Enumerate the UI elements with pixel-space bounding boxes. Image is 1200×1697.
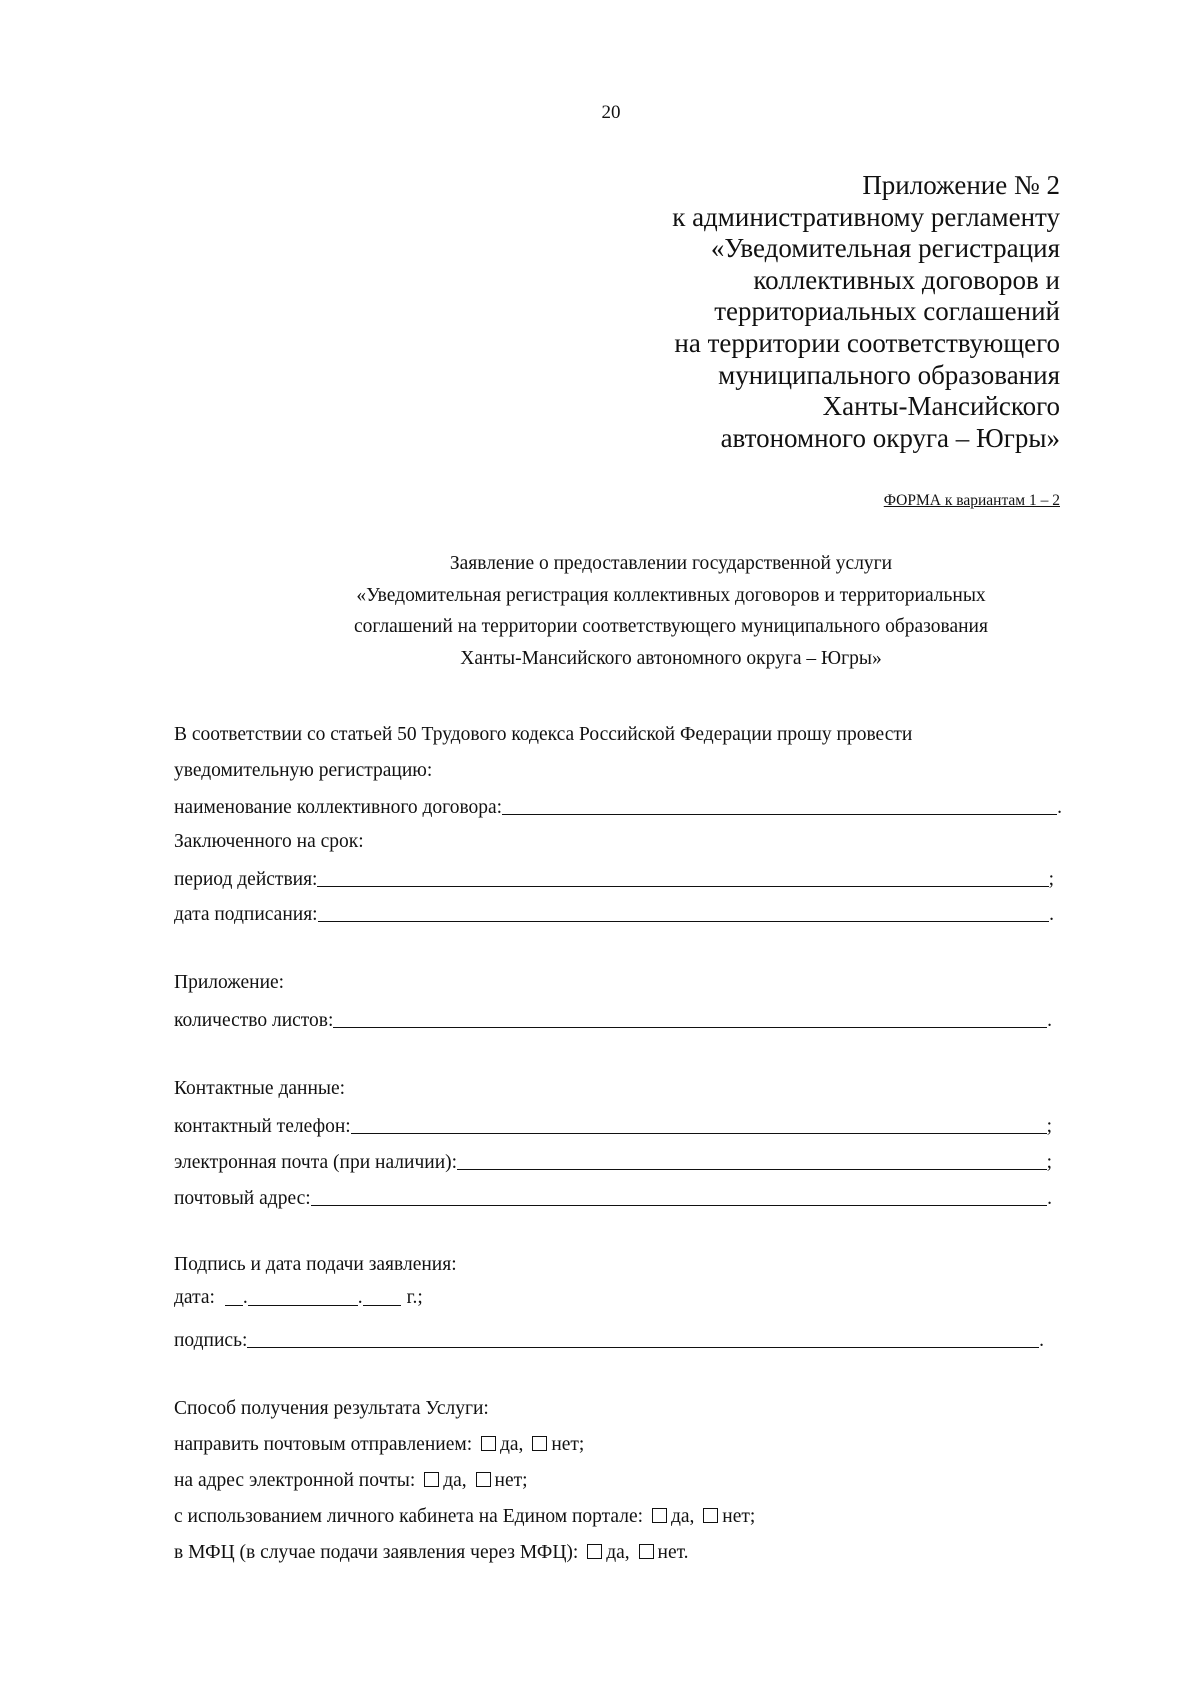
checkbox-no[interactable] bbox=[639, 1544, 654, 1559]
signature-blank[interactable] bbox=[247, 1327, 1039, 1348]
checkbox-yes[interactable] bbox=[481, 1436, 496, 1451]
title-line: соглашений на территории соответствующего муниципального образования bbox=[354, 616, 988, 637]
phone-label: контактный телефон: bbox=[174, 1116, 351, 1137]
signed-date-field[interactable]: дата подписания: . bbox=[174, 896, 1054, 926]
title-line: Ханты-Мансийского автономного округа – Югры» bbox=[460, 647, 882, 669]
appendix-line: Приложение № 2 bbox=[862, 170, 1060, 200]
date-month-blank[interactable] bbox=[248, 1287, 358, 1306]
checkbox-no[interactable] bbox=[703, 1508, 718, 1523]
phone-blank[interactable] bbox=[351, 1113, 1047, 1134]
period-blank[interactable] bbox=[317, 866, 1048, 887]
sheets-count-field[interactable]: количество листов: . bbox=[174, 1002, 1052, 1032]
delivery-option-email: на адрес электронной почты: да, нет; bbox=[174, 1470, 528, 1491]
email-blank[interactable] bbox=[457, 1149, 1047, 1170]
date-year-blank[interactable] bbox=[363, 1287, 401, 1306]
document-title bbox=[100, 548, 1200, 674]
contract-name-blank[interactable] bbox=[502, 794, 1057, 815]
appendix-line: автономного округа – Югры» bbox=[720, 422, 1060, 453]
date-day-blank[interactable] bbox=[225, 1287, 243, 1306]
signed-date-label: дата подписания: bbox=[174, 904, 318, 925]
period-label: период действия: bbox=[174, 869, 318, 890]
checkbox-yes[interactable] bbox=[587, 1544, 602, 1559]
checkbox-no[interactable] bbox=[532, 1436, 547, 1451]
checkbox-yes[interactable] bbox=[424, 1472, 439, 1487]
contract-name-label: наименование коллективного договора: bbox=[174, 797, 503, 818]
contacts-heading: Контактные данные: bbox=[174, 1078, 346, 1099]
date-label: дата: bbox=[174, 1287, 215, 1308]
sheets-count-label: количество листов: bbox=[174, 1010, 334, 1031]
appendix-line: на территории соответствующего bbox=[674, 327, 1060, 358]
delivery-option-post: направить почтовым отправлением: да, нет; bbox=[174, 1434, 585, 1455]
delivery-option-mfc: в МФЦ (в случае подачи заявления через МФЦ): да, нет. bbox=[174, 1542, 689, 1563]
delivery-heading: Способ получения результата Услуги: bbox=[174, 1398, 489, 1419]
checkbox-yes[interactable] bbox=[652, 1508, 667, 1523]
postal-address-blank[interactable] bbox=[311, 1185, 1047, 1206]
title-line: «Уведомительная регистрация коллективных договоров и территориальных bbox=[356, 584, 986, 606]
appendix-line: муниципального образования bbox=[718, 359, 1060, 390]
appendix-block bbox=[560, 170, 1060, 454]
year-suffix: г.; bbox=[406, 1287, 423, 1308]
intro-line-2: уведомительную регистрацию: bbox=[174, 760, 433, 781]
postal-address-field[interactable]: почтовый адрес: . bbox=[174, 1180, 1052, 1210]
delivery-option-portal: с использованием личного кабинета на Едином портале: да, нет; bbox=[174, 1506, 756, 1527]
appendix-line: Ханты-Мансийского bbox=[822, 391, 1060, 422]
intro-line-1: В соответствии со статьей 50 Трудового кодекса Российской Федерации прошу провести bbox=[174, 724, 913, 745]
email-label: электронная почта (при наличии): bbox=[174, 1152, 458, 1173]
signature-label: подпись: bbox=[174, 1330, 248, 1351]
sheets-count-blank[interactable] bbox=[333, 1007, 1047, 1028]
submission-date-field[interactable]: дата: . . г.; bbox=[174, 1287, 423, 1308]
checkbox-no[interactable] bbox=[476, 1472, 491, 1487]
appendix-line: к административному регламенту bbox=[672, 201, 1060, 232]
signed-date-blank[interactable] bbox=[318, 901, 1050, 922]
period-field[interactable]: период действия: ; bbox=[174, 861, 1054, 891]
phone-field[interactable]: контактный телефон: ; bbox=[174, 1108, 1052, 1138]
signature-field[interactable]: подпись: . bbox=[174, 1322, 1044, 1352]
term-label: Заключенного на срок: bbox=[174, 831, 364, 852]
email-field[interactable]: электронная почта (при наличии): ; bbox=[174, 1144, 1052, 1174]
postal-address-label: почтовый адрес: bbox=[174, 1188, 311, 1209]
page-number: 20 bbox=[601, 102, 621, 123]
appendix-line: коллективных договоров и bbox=[753, 264, 1060, 295]
form-variant-label: ФОРМА к вариантам 1 – 2 bbox=[883, 492, 1060, 509]
contract-name-field[interactable]: наименование коллективного договора: . bbox=[174, 789, 1062, 819]
title-line: Заявление о предоставлении государственной услуги bbox=[449, 553, 893, 574]
attachment-heading: Приложение: bbox=[174, 972, 285, 993]
appendix-line: территориальных соглашений bbox=[714, 296, 1060, 327]
signature-heading: Подпись и дата подачи заявления: bbox=[174, 1254, 457, 1275]
appendix-line: «Уведомительная регистрация bbox=[710, 233, 1060, 264]
